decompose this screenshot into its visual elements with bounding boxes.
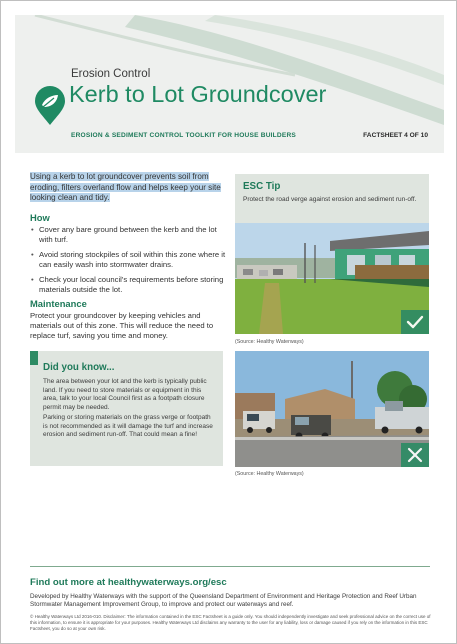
intro-text: Using a kerb to lot groundcover prevents soil from eroding, filters overland flow and helps keep your site looking clean and tidy. — [30, 172, 221, 203]
how-item: • Check your local council's requirements before storing materials outside the lot. — [30, 275, 230, 295]
turfed-verge-illustration — [235, 223, 429, 334]
how-item: • Cover any bare ground between the kerb and the lot with turf. — [30, 225, 230, 245]
water-drop-leaf-icon — [33, 86, 67, 126]
good-practice-photo — [235, 223, 429, 334]
good-practice-badge — [401, 310, 429, 334]
factsheet-number: FACTSHEET 4 OF 10 — [363, 132, 428, 139]
footer-divider — [30, 566, 430, 567]
how-list — [30, 225, 230, 300]
did-you-know-panel — [30, 351, 223, 466]
bad-practice-badge — [401, 443, 429, 467]
maintenance-heading: Maintenance — [30, 298, 87, 309]
toolkit-subtitle: EROSION & SEDIMENT CONTROL TOOLKIT FOR HOUSE BUILDERS — [71, 132, 297, 139]
did-you-know-heading: Did you know... — [43, 362, 115, 373]
esc-tip-heading: ESC Tip — [243, 181, 281, 192]
intro-paragraph — [30, 172, 226, 204]
photo-caption: (Source: Healthy Waterways) — [235, 339, 304, 345]
maintenance-text: Protect your groundcover by keeping vehicles and materials out of this zone. This will reduce the need to replace turf, saving you time and money. — [30, 311, 214, 341]
did-you-know-paragraph: Parking or storing materials on the grass verge or footpath is not recommended as it will damage the turf and increase erosion and sediment run-off. That could mean a fine! — [43, 414, 213, 439]
check-icon — [401, 310, 429, 334]
vehicles-on-verge-illustration — [235, 351, 429, 467]
disclaimer-text: © Healthy Waterways Ltd 2016-010. Disclaimer: The information contained in the ESC Factsheet is a guide only. You should independently investigate and seek professional advice on the correct use of this information, to ensure it is appropriate for your purposes. Healthy Waterways Ltd disclaims any warranty to the user for any liability, loss or damage caused if you rely on the information in this ESC Factsheet, you do so at your own risk. — [30, 614, 431, 632]
how-item: • Avoid storing stockpiles of soil within this zone where it can easily wash into stormwater drains. — [30, 250, 230, 270]
photo-caption: (Source: Healthy Waterways) — [235, 471, 304, 477]
header-band — [15, 15, 444, 153]
page-title: Kerb to Lot Groundcover — [69, 81, 327, 107]
bad-practice-photo — [235, 351, 429, 467]
find-out-more-link[interactable]: Find out more at healthywaterways.org/esc — [30, 577, 227, 588]
panel-accent-tab — [30, 351, 38, 365]
esc-tip-text: Protect the road verge against erosion and sediment run-off. — [243, 196, 417, 203]
header-kicker: Erosion Control — [71, 68, 151, 80]
did-you-know-paragraph: The area between your lot and the kerb is typically public land. If you need to store materials or equipment in this area, talk to your local Council first as a footpath closure permit may be needed. — [43, 378, 207, 412]
esc-tip-panel — [235, 174, 429, 223]
how-heading: How — [30, 212, 50, 223]
developed-by-text: Developed by Healthy Waterways with the support of the Queensland Department of Environment and Heritage Protection and Reef Urban Stormwater Management Improvement Group, to improve and protect our waterways and reef. — [30, 593, 417, 609]
cross-icon — [401, 443, 429, 467]
